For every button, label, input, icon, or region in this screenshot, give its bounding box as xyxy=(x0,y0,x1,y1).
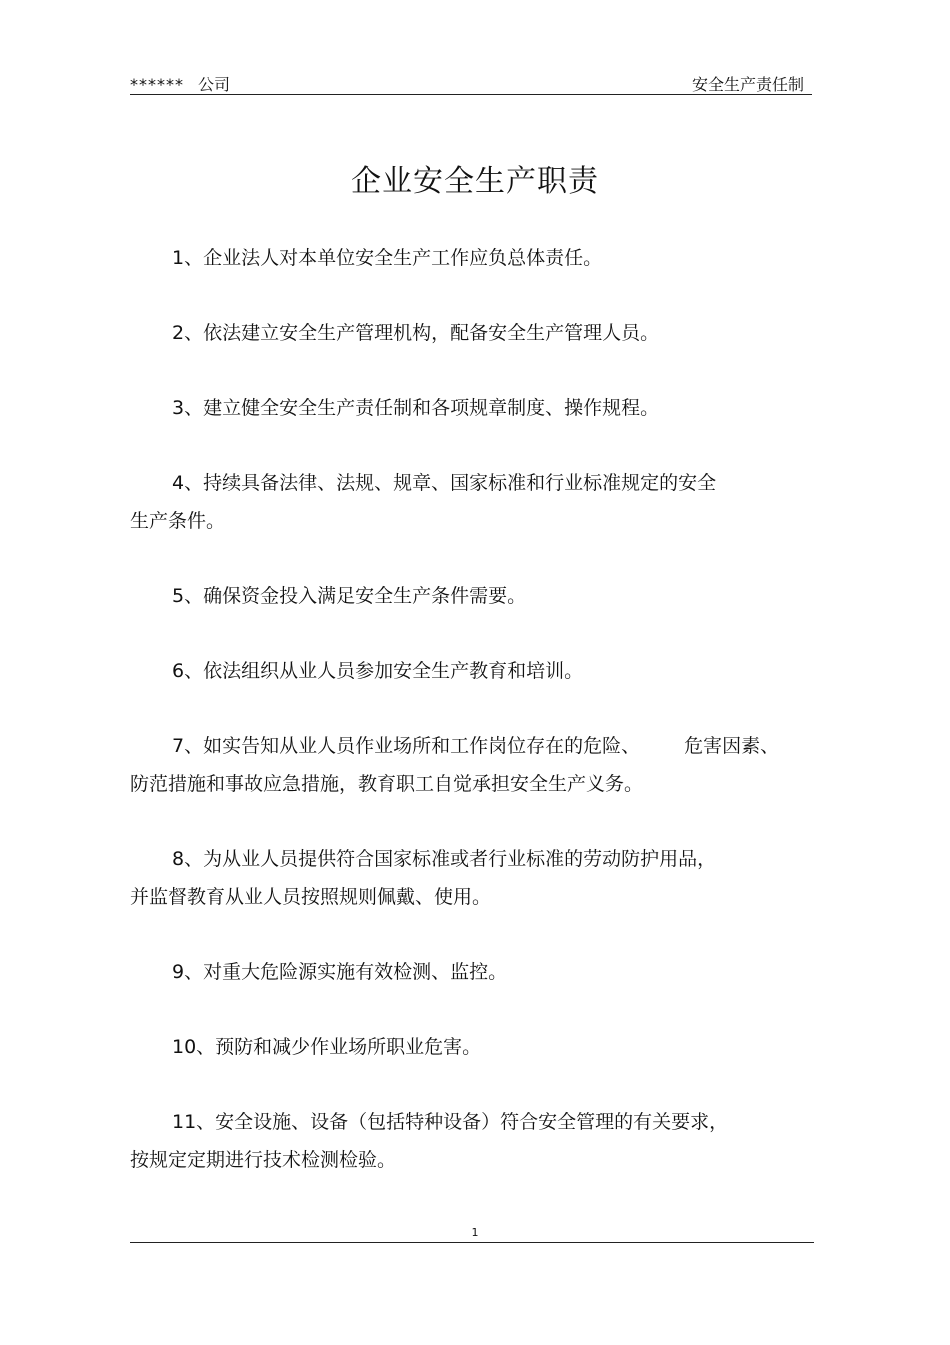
duty-item-continuation: 生产条件。 xyxy=(130,510,226,532)
duty-item-text-part-a: 7、如实告知从业人员作业场所和工作岗位存在的危险、 xyxy=(172,735,641,757)
duty-item-text: 2、依法建立安全生产管理机构，配备安全生产管理人员。 xyxy=(172,322,660,344)
duty-item-7 xyxy=(130,728,820,802)
duty-item-text: 4、持续具备法律、法规、规章、国家标准和行业标准规定的安全 xyxy=(172,472,717,494)
duty-item-text: 6、依法组织从业人员参加安全生产教育和培训。 xyxy=(172,660,584,682)
duty-item-text: 1、企业法人对本单位安全生产工作应负总体责任。 xyxy=(172,247,603,269)
duty-item-6 xyxy=(130,653,820,689)
duty-item-5 xyxy=(130,578,820,614)
duty-item-11 xyxy=(130,1104,820,1178)
duty-item-text: 11、安全设施、设备（包括特种设备）符合安全管理的有关要求， xyxy=(172,1111,729,1133)
duty-item-continuation: 防范措施和事故应急措施，教育职工自觉承担安全生产义务。 xyxy=(130,773,644,795)
header-company-name: 公司 xyxy=(198,75,231,94)
duty-item-text: 3、建立健全安全生产责任制和各项规章制度、操作规程。 xyxy=(172,397,660,419)
duty-item-text: 10、预防和减少作业场所职业危害。 xyxy=(172,1036,482,1058)
duty-item-text: 8、为从业人员提供符合国家标准或者行业标准的劳动防护用品， xyxy=(172,848,717,870)
duty-list xyxy=(130,240,820,1217)
duty-item-text: 5、确保资金投入满足安全生产条件需要。 xyxy=(172,585,527,607)
duty-item-continuation: 并监督教育从业人员按照规则佩戴、使用。 xyxy=(130,886,492,908)
header-company-stars: ****** xyxy=(130,75,184,94)
duty-item-continuation: 按规定定期进行技术检测检验。 xyxy=(130,1149,397,1171)
header-doc-type: 安全生产责任制 xyxy=(691,75,804,94)
duty-item-text xyxy=(130,728,820,764)
page-number: 1 xyxy=(471,1226,479,1239)
page-header xyxy=(130,70,812,95)
document-title: 企业安全生产职责 xyxy=(351,164,599,199)
footer-rule xyxy=(130,1242,814,1243)
duty-item-text-part-b: 危害因素、 xyxy=(684,735,780,757)
duty-item-2 xyxy=(130,315,820,351)
duty-item-1 xyxy=(130,240,820,276)
duty-item-3 xyxy=(130,390,820,426)
duty-item-8 xyxy=(130,841,820,915)
header-company xyxy=(130,72,230,95)
duty-item-9 xyxy=(130,954,820,990)
duty-item-10 xyxy=(130,1029,820,1065)
duty-item-4 xyxy=(130,465,820,539)
duty-item-text: 9、对重大危险源实施有效检测、监控。 xyxy=(172,961,508,983)
